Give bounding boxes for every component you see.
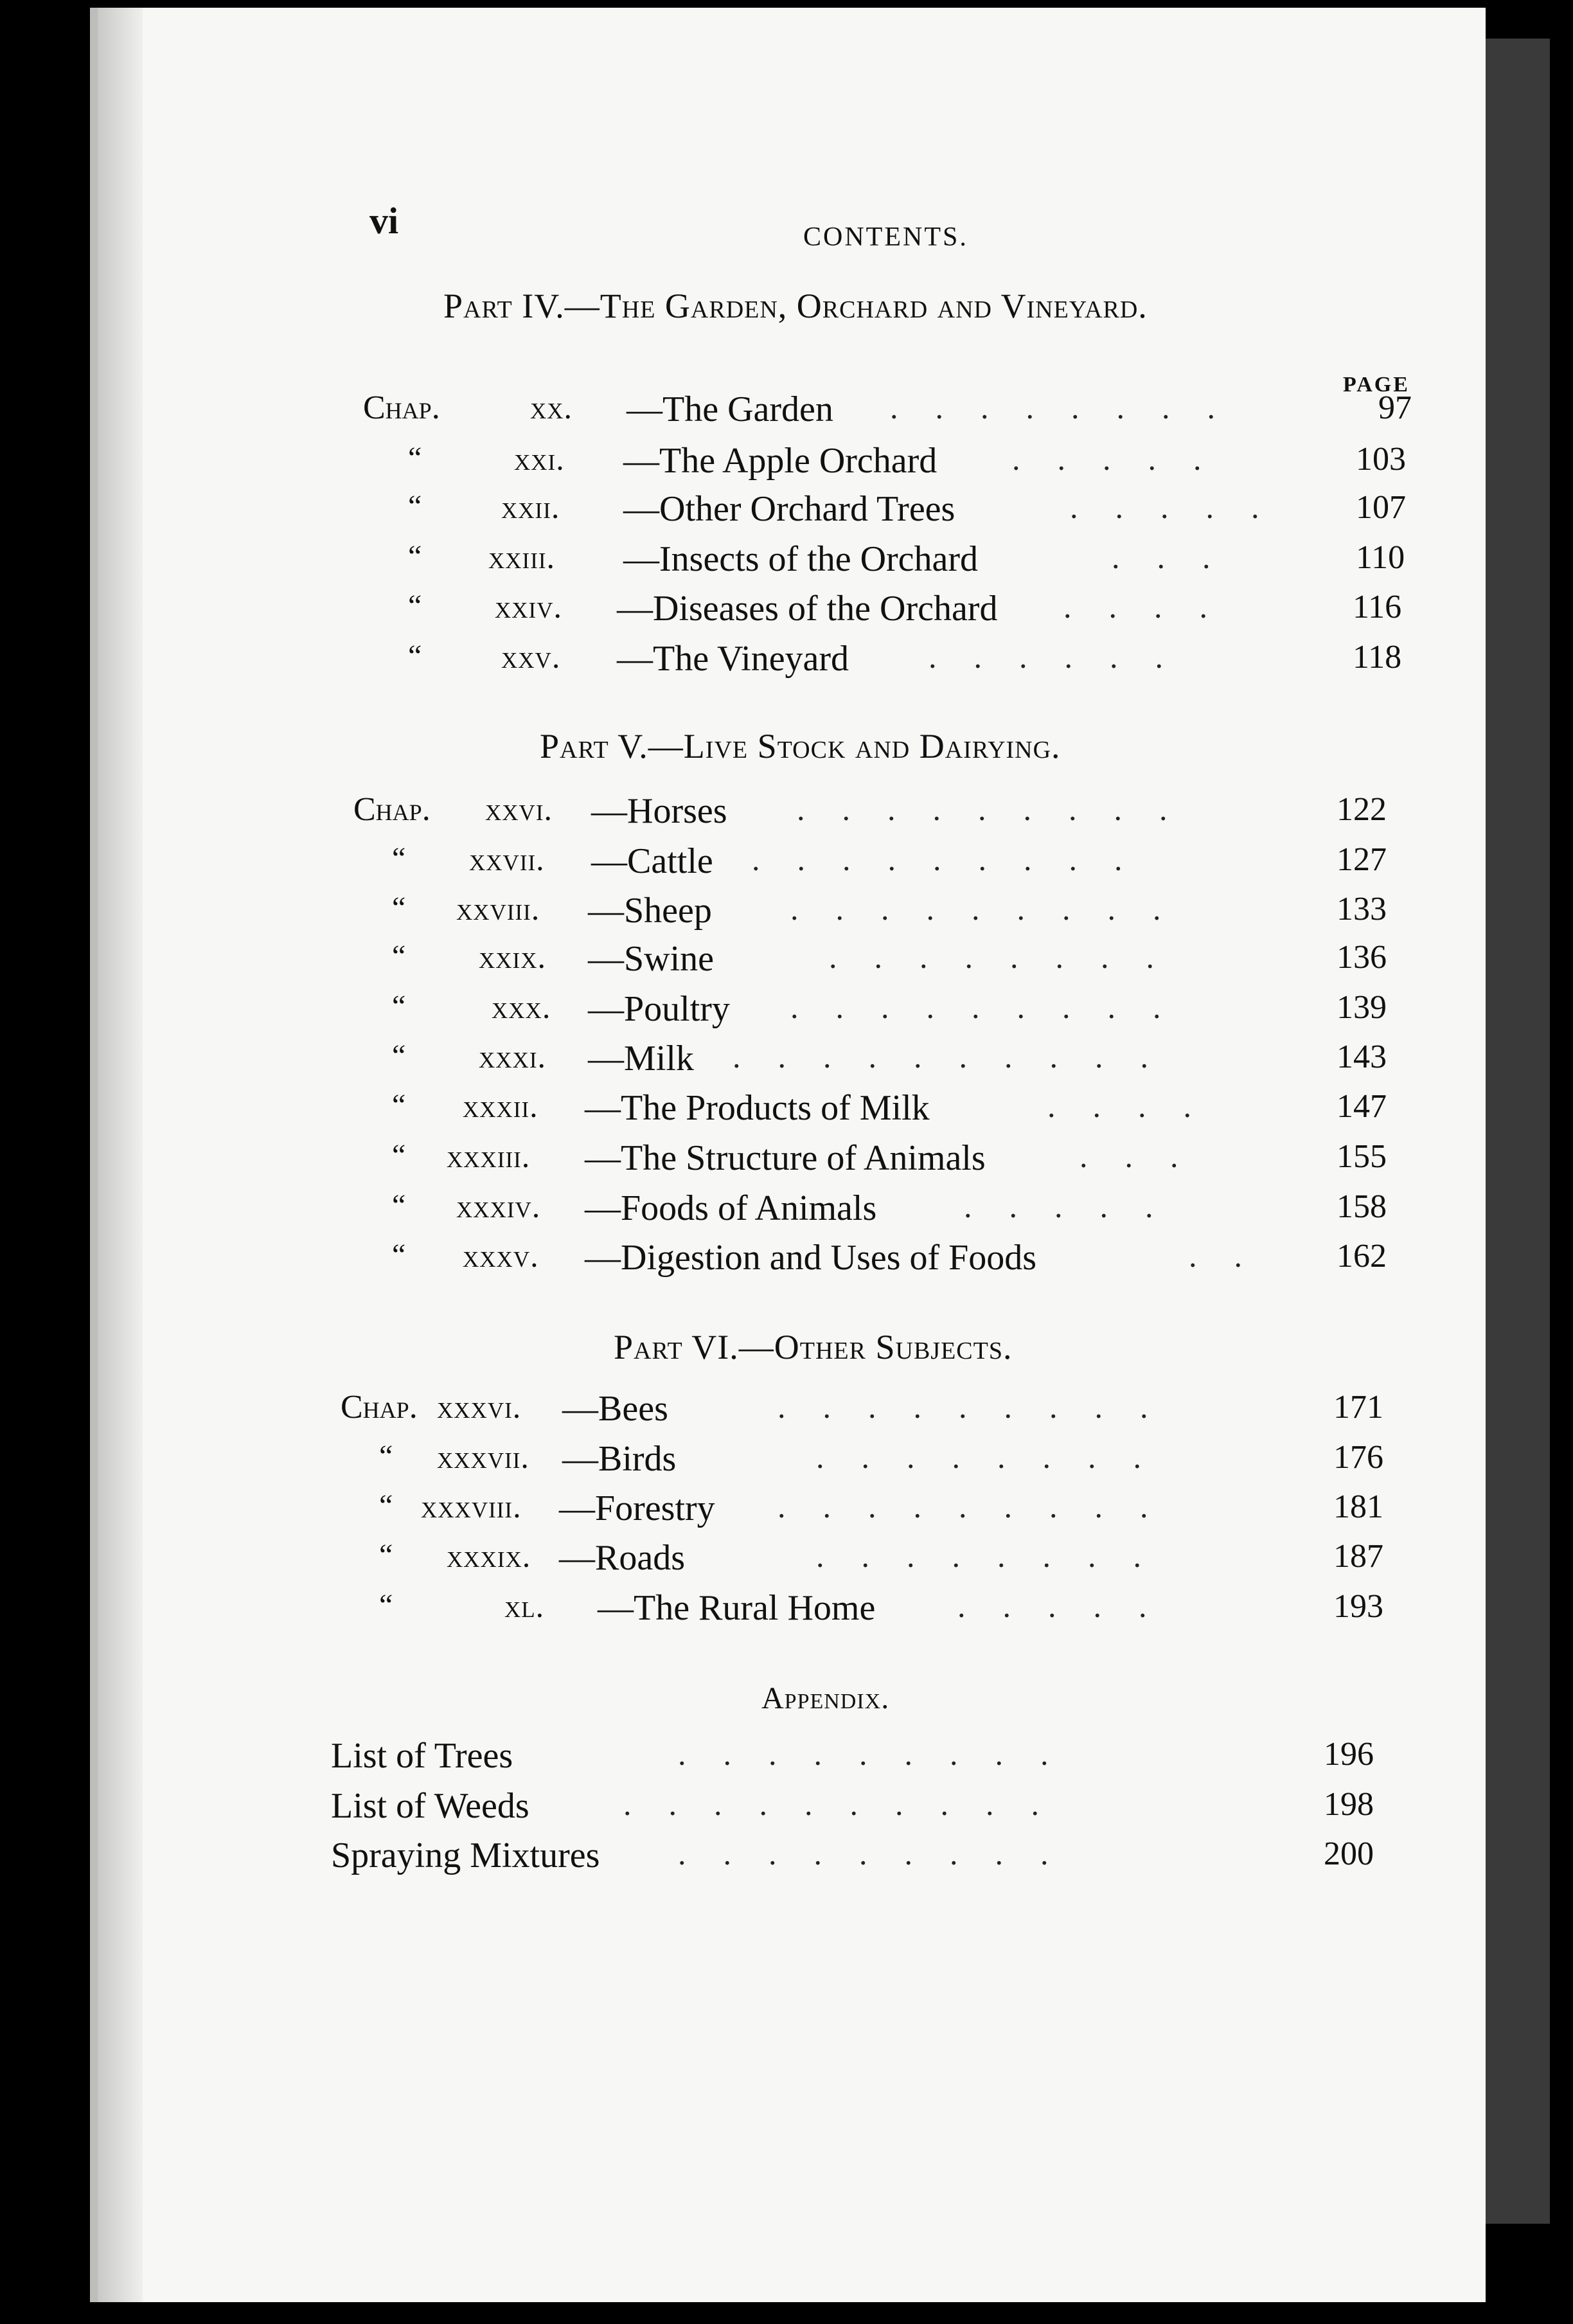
toc-entry: “ xxxiv. —Foods of Animals ..... 158 xyxy=(392,1188,1387,1228)
part-iv-heading: Part IV.—The Garden, Orchard and Vineyard. xyxy=(443,287,1148,325)
toc-entry: “ xxxvii. —Birds ........ 176 xyxy=(379,1439,1383,1479)
toc-entry: “ xxx. —Poultry ......... 139 xyxy=(392,989,1387,1029)
part-vi-heading: Part VI.—Other Subjects. xyxy=(614,1328,1013,1366)
toc-entry: List of Weeds .......... 198 xyxy=(331,1786,1374,1826)
page-edge xyxy=(90,8,98,2302)
page-column-label: PAGE xyxy=(1343,373,1410,397)
running-head: CONTENTS. xyxy=(803,222,968,252)
toc-entry: “ xl. —The Rural Home ..... 193 xyxy=(379,1588,1383,1628)
toc-entry: “ xxix. —Swine ........ 136 xyxy=(392,939,1387,979)
toc-entry: “ xxviii. —Sheep ......... 133 xyxy=(392,891,1387,931)
toc-entry: “ xxxix. —Roads ........ 187 xyxy=(379,1538,1383,1578)
toc-entry: “ xxxviii. —Forestry ......... 181 xyxy=(379,1488,1383,1528)
toc-entry: “ xxv. —The Vineyard ...... 118 xyxy=(408,639,1402,679)
toc-entry: “ xxiii. —Insects of the Orchard ... 110 xyxy=(408,539,1405,579)
toc-entry: “ xxxii. —The Products of Milk .... 147 xyxy=(392,1088,1387,1128)
page-number: vi xyxy=(369,200,399,242)
toc-entry: “ xxii. —Other Orchard Trees ..... 107 xyxy=(408,489,1406,529)
toc-entry: “ xxiv. —Diseases of the Orchard .... 116 xyxy=(408,589,1402,629)
toc-entry: List of Trees ......... 196 xyxy=(331,1736,1374,1776)
toc-entry: Spraying Mixtures ......... 200 xyxy=(331,1836,1374,1875)
toc-entry: Chap. xx. —The Garden ........ 97 xyxy=(363,389,1412,429)
toc-entry: “ xxi. —The Apple Orchard ..... 103 xyxy=(408,441,1406,481)
toc-entry: “ xxxv. —Digestion and Uses of Foods .. 162 xyxy=(392,1238,1387,1278)
appendix-heading: Appendix. xyxy=(761,1681,890,1715)
toc-entry: Chap. xxvi. —Horses ......... 122 xyxy=(353,791,1387,831)
part-v-heading: Part V.—Live Stock and Dairying. xyxy=(540,727,1061,765)
toc-entry: Chap. xxxvi. —Bees ......... 171 xyxy=(341,1389,1383,1429)
page-gutter-shadow xyxy=(98,8,143,2302)
toc-entry: “ xxxiii. —The Structure of Animals ... 155 xyxy=(392,1138,1387,1178)
toc-entry: “ xxvii. —Cattle ......... 127 xyxy=(392,841,1387,881)
next-page-edge xyxy=(1486,39,1550,2224)
toc-entry: “ xxxi. —Milk .......... 143 xyxy=(392,1039,1387,1078)
